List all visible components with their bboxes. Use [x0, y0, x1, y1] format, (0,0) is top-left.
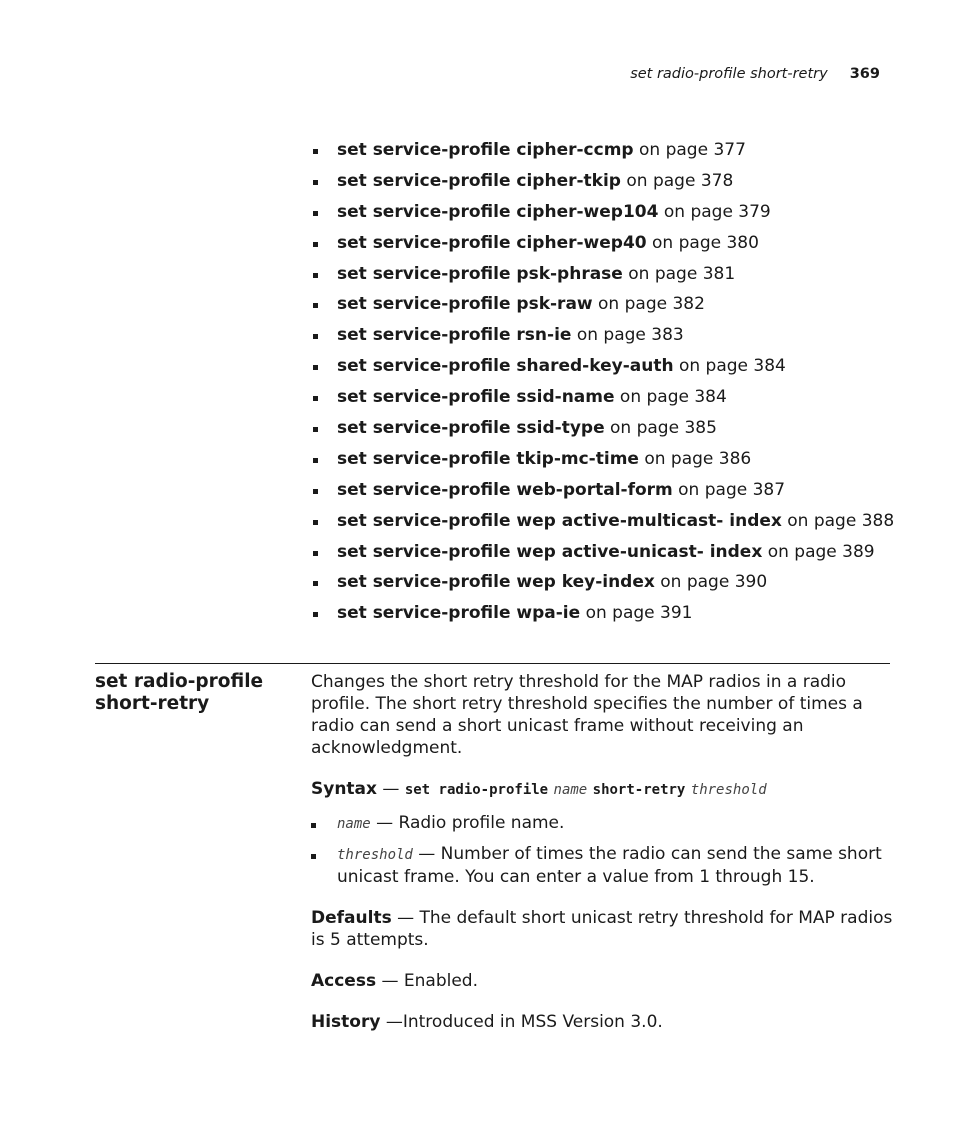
param-item [311, 843, 896, 888]
toc-command: set service-profile ssid-type [337, 418, 605, 439]
syntax-line [311, 778, 896, 801]
toc-command: set service-profile wpa-ie [337, 603, 581, 624]
defaults [311, 907, 896, 951]
toc-command: set service-profile shared-key-auth [337, 356, 674, 377]
syntax-label: Syntax [311, 779, 377, 799]
toc-item [313, 570, 913, 601]
param-item [311, 812, 896, 835]
toc-page-ref: on page 384 [678, 356, 786, 377]
toc-command: set service-profile wep active-unicast- index [337, 541, 763, 562]
parameter-list [311, 812, 896, 888]
toc-item [313, 169, 913, 200]
toc-command: set service-profile psk-phrase [337, 263, 623, 284]
page-header [630, 66, 880, 82]
command-list [313, 138, 913, 632]
toc-page-ref: on page 381 [628, 263, 736, 284]
toc-item [313, 292, 913, 323]
toc-item [313, 138, 913, 169]
toc-item [313, 416, 913, 447]
toc-item [313, 354, 913, 385]
syntax-command: set radio-profile [404, 782, 549, 798]
toc-command: set service-profile web-portal-form [337, 479, 673, 500]
toc-page-ref: on page 383 [576, 325, 684, 346]
access [311, 970, 896, 992]
toc-page-ref: on page 385 [610, 418, 717, 439]
toc-item [313, 540, 913, 571]
history-label: History [311, 1012, 381, 1032]
toc-item [313, 231, 913, 262]
history [311, 1011, 896, 1033]
toc-item [313, 262, 913, 293]
toc-command: set service-profile cipher-ccmp [337, 140, 634, 160]
toc-page-ref: on page 380 [652, 232, 759, 253]
toc-command: set service-profile cipher-wep104 [337, 201, 659, 222]
syntax-command-2: short-retry [592, 782, 686, 798]
toc-command: set service-profile wep key-index [337, 572, 655, 593]
toc-item [313, 509, 913, 540]
defaults-text: — The default short unicast retry threshold for MAP radios is 5 attempts. [311, 908, 893, 950]
page-number: 369 [849, 66, 880, 82]
toc-command: set service-profile cipher-tkip [337, 170, 621, 191]
toc-page-ref: on page 379 [663, 201, 771, 222]
toc-page-ref: on page 387 [678, 479, 786, 500]
section-heading-line-1: set radio-profile [95, 671, 264, 692]
toc-page-ref: on page 390 [660, 572, 768, 593]
toc-item [313, 447, 913, 478]
section-heading-line-2: short-retry [95, 693, 210, 714]
section-divider [95, 663, 890, 664]
toc-command: set service-profile cipher-wep40 [337, 232, 647, 253]
access-label: Access [311, 971, 377, 991]
param-name: threshold [337, 847, 413, 863]
toc-item [313, 478, 913, 509]
syntax-arg-name: name [553, 782, 588, 798]
param-name: name [337, 816, 371, 832]
param-desc: — Radio profile name. [370, 813, 565, 833]
toc-page-ref: on page 377 [639, 140, 746, 160]
toc-page-ref: on page 386 [644, 448, 752, 469]
toc-command: set service-profile psk-raw [337, 294, 593, 315]
toc-page-ref: on page 382 [598, 294, 705, 315]
toc-page-ref: on page 389 [767, 541, 875, 562]
description: Changes the short retry threshold for the MAP radios in a radio profile. The short retry threshold specifies the number of times a radio can send a short unicast frame without receiving an acknowledgment. [311, 672, 863, 758]
toc-command: set service-profile ssid-name [337, 387, 615, 408]
access-text: — Enabled. [376, 971, 478, 991]
toc-item [313, 385, 913, 416]
param-desc: — Number of times the radio can send the same short unicast frame. You can enter a value from 1 through 15. [337, 844, 882, 887]
toc-page-ref: on page 378 [626, 170, 734, 191]
syntax-arg-threshold: threshold [690, 782, 767, 798]
toc-page-ref: on page 384 [619, 387, 727, 408]
syntax-dash: — [377, 779, 405, 799]
toc-item [313, 601, 913, 632]
toc-item [313, 200, 913, 231]
toc-command: set service-profile rsn-ie [337, 325, 572, 346]
defaults-label: Defaults [311, 908, 392, 928]
section-content [311, 671, 896, 1052]
section-heading [95, 671, 295, 715]
history-text: —Introduced in MSS Version 3.0. [380, 1012, 663, 1032]
toc-page-ref: on page 388 [787, 510, 895, 531]
toc-command: set service-profile wep active-multicast- index [337, 510, 782, 531]
running-title: set radio-profile short-retry [630, 66, 828, 82]
toc-page-ref: on page 391 [585, 603, 693, 624]
toc-command: set service-profile tkip-mc-time [337, 448, 639, 469]
toc-item [313, 323, 913, 354]
